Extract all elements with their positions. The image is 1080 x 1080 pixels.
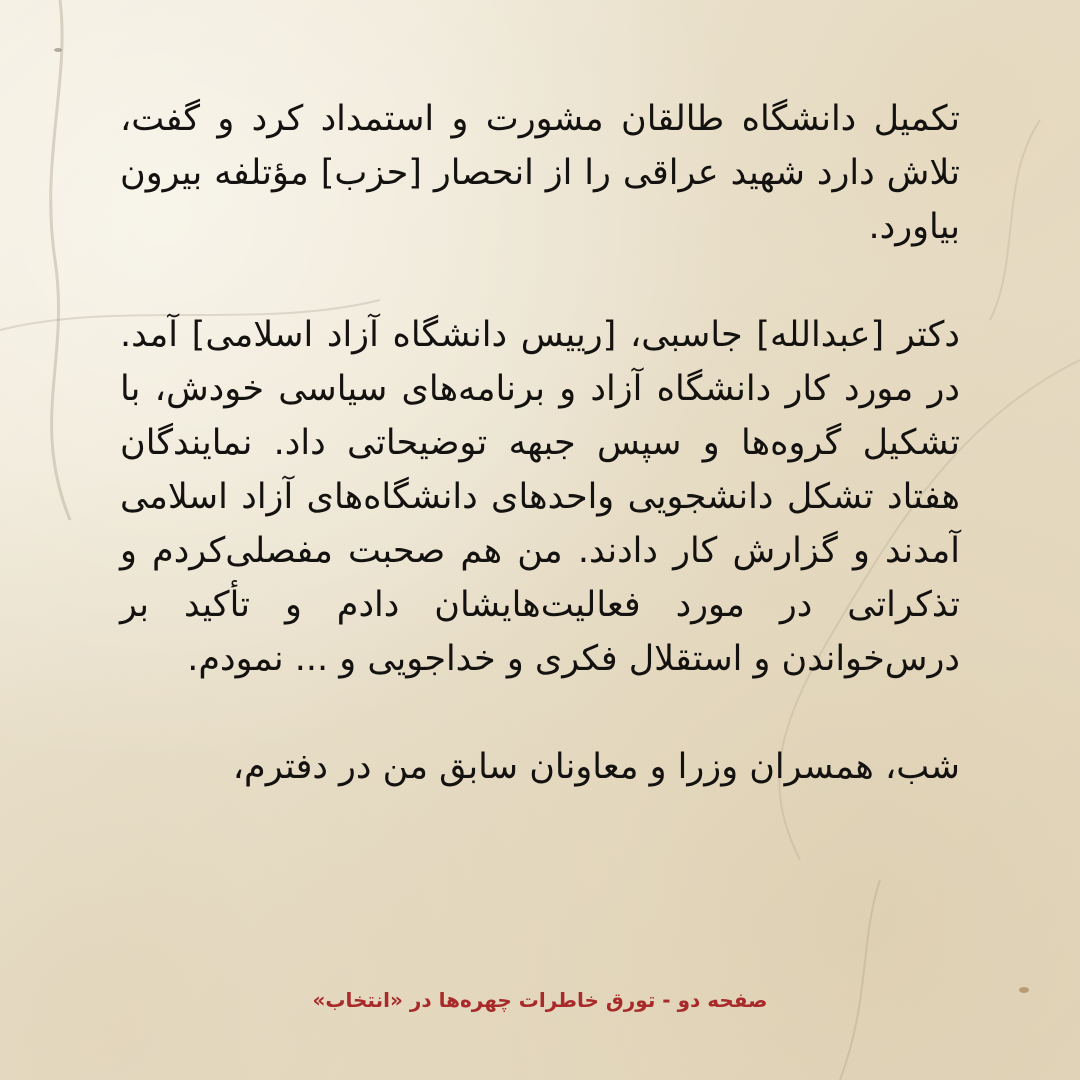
paragraph-3: شب، همسران وزرا و معاونان سابق من در دفترم، [232,747,960,787]
paragraph-1: تکمیل دانشگاه طالقان مشورت و استمداد کرد و گفت، تلاش دارد شهید عراقی را از انحصار [حزب] مؤتلفه بیرون بیاورد. [120,99,960,247]
page-footer-caption: صفحه دو - تورق خاطرات چهره‌ها در «انتخاب» [312,988,768,1012]
paragraph-2: دکتر [عبدالله] جاسبی، [رییس دانشگاه آزاد اسلامی] آمد. در مورد کار دانشگاه آزاد و برنامه‌های سیاسی خودش، با تشکیل گروه‌ها و سپس جبهه توضیحاتی داد. نمایندگان هفتاد تشکل دانشجویی واحدهای دانشگاه‌های آزاد اسلامی آمدند و گزارش کار دادند. من هم صحبت مفصلی‌کردم و تذکراتی در مورد فعالیت‌هایشان دادم و تأکید بر درس‌خواندن و استقلال فکری و خداجویی و ... نمودم. [120,315,960,679]
memoir-text-body [120,92,960,794]
